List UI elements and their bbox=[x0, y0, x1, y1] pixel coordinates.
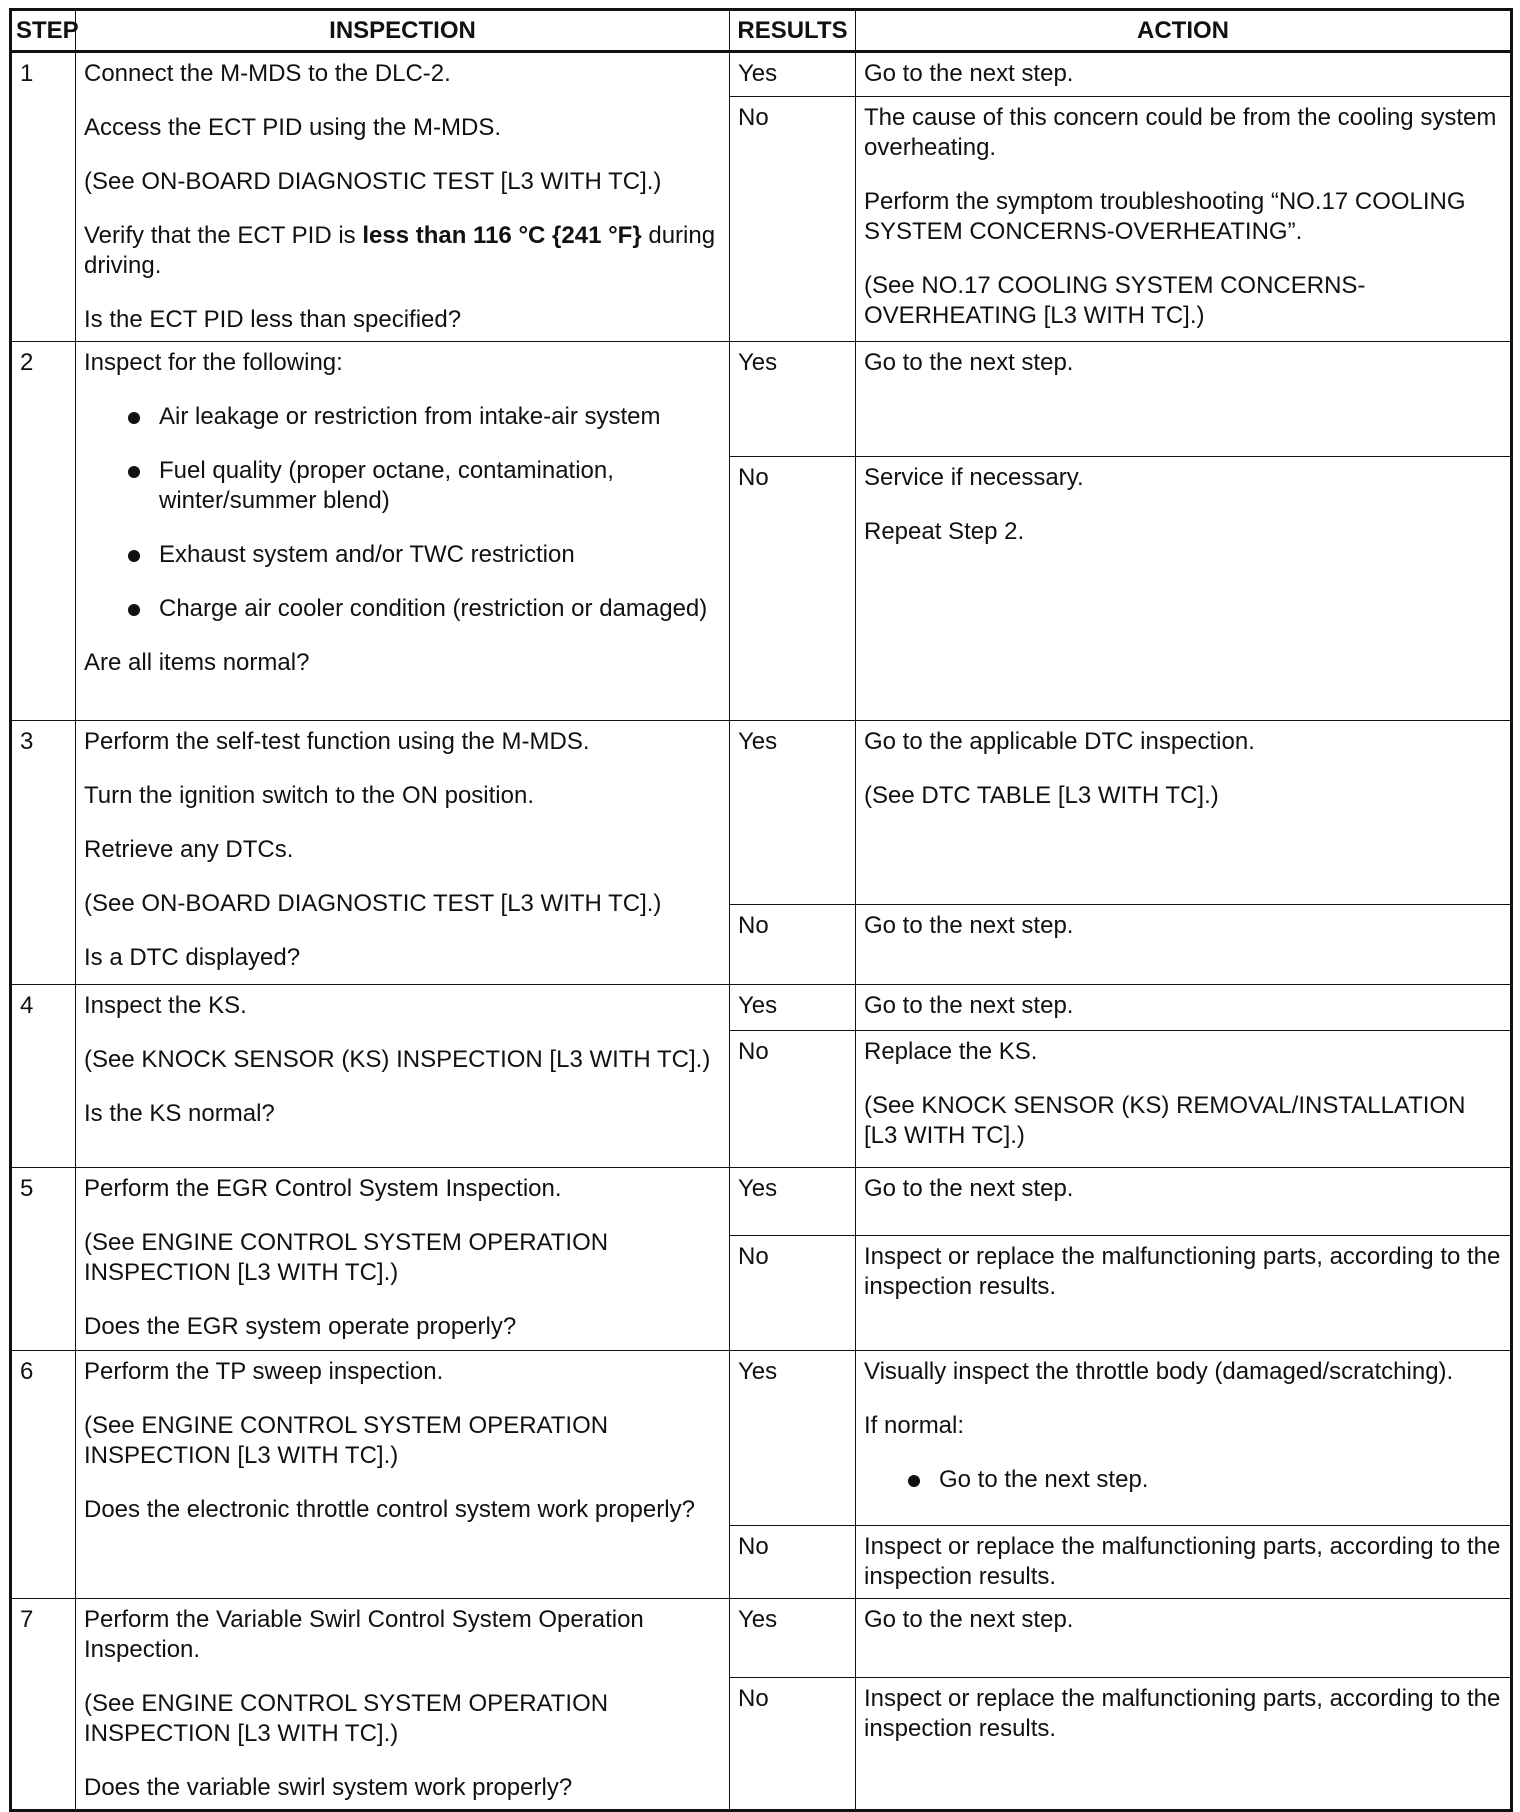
result-yes: Yes bbox=[730, 1168, 856, 1236]
inspection-text: Perform the TP sweep inspection. bbox=[84, 1358, 444, 1385]
list-item bbox=[84, 456, 721, 516]
action-text: Replace the KS. bbox=[864, 1038, 1038, 1065]
action-text: Perform the symptom troubleshooting “NO.17 COOLING SYSTEM CONCERNS-OVERHEATING”. bbox=[864, 187, 1466, 245]
inspection-question: Is a DTC displayed? bbox=[84, 944, 301, 971]
action-cell bbox=[856, 721, 1512, 905]
action-cell bbox=[856, 1599, 1512, 1678]
action-cell bbox=[856, 1678, 1512, 1811]
action-cell bbox=[856, 342, 1512, 457]
result-yes: Yes bbox=[730, 1599, 856, 1678]
result-yes: Yes bbox=[730, 721, 856, 905]
action-text: Go to the applicable DTC inspection. bbox=[864, 728, 1255, 755]
list-item bbox=[84, 402, 721, 432]
inspection-reference: (See ENGINE CONTROL SYSTEM OPERATION INSPECTION [L3 WITH TC].) bbox=[84, 1229, 609, 1286]
action-text: The cause of this concern could be from the cooling system overheating. bbox=[864, 103, 1497, 161]
action-cell bbox=[856, 1351, 1512, 1526]
inspection-text-part: Verify that the ECT PID is bbox=[84, 222, 363, 249]
action-text: Go to the next step. bbox=[864, 912, 1074, 939]
action-cell bbox=[856, 52, 1512, 97]
inspection-cell bbox=[76, 721, 730, 985]
inspection-reference: (See ENGINE CONTROL SYSTEM OPERATION INSPECTION [L3 WITH TC].) bbox=[84, 1690, 609, 1747]
result-no: No bbox=[730, 1031, 856, 1168]
action-text: Go to the next step. bbox=[864, 60, 1074, 87]
inspection-cell bbox=[76, 342, 730, 721]
step-number: 1 bbox=[11, 52, 76, 342]
list-item-text: Fuel quality (proper octane, contamination, winter/summer blend) bbox=[159, 457, 614, 514]
result-yes: Yes bbox=[730, 342, 856, 457]
action-cell bbox=[856, 1236, 1512, 1351]
action-text: Repeat Step 2. bbox=[864, 518, 1025, 545]
inspection-reference: (See ENGINE CONTROL SYSTEM OPERATION INSPECTION [L3 WITH TC].) bbox=[84, 1412, 609, 1469]
inspection-text: Perform the EGR Control System Inspection. bbox=[84, 1175, 562, 1202]
inspection-text: Connect the M-MDS to the DLC-2. bbox=[84, 60, 451, 87]
header-inspection: INSPECTION bbox=[76, 10, 730, 52]
list-item-text: Go to the next step. bbox=[939, 1466, 1149, 1493]
action-text: Go to the next step. bbox=[864, 992, 1074, 1019]
inspection-question: Are all items normal? bbox=[84, 649, 310, 676]
bullet-icon bbox=[128, 412, 140, 424]
inspection-text-part: during driving. bbox=[84, 222, 716, 279]
inspection-reference: (See KNOCK SENSOR (KS) INSPECTION [L3 WITH TC].) bbox=[84, 1046, 711, 1073]
list-item bbox=[84, 594, 721, 624]
table-row bbox=[11, 985, 1512, 1031]
header-step: STEP bbox=[11, 10, 76, 52]
table-row bbox=[11, 1168, 1512, 1236]
action-text: Go to the next step. bbox=[864, 349, 1074, 376]
list-item bbox=[84, 540, 721, 570]
action-cell bbox=[856, 985, 1512, 1031]
action-text: Inspect or replace the malfunctioning parts, according to the inspection results. bbox=[864, 1243, 1501, 1300]
inspection-cell bbox=[76, 1168, 730, 1351]
table-row bbox=[11, 1599, 1512, 1678]
diagnostic-table bbox=[9, 8, 1513, 1812]
step-number: 4 bbox=[11, 985, 76, 1168]
step-number: 7 bbox=[11, 1599, 76, 1811]
result-no: No bbox=[730, 1678, 856, 1811]
action-cell bbox=[856, 905, 1512, 985]
action-bullet-list bbox=[864, 1465, 1502, 1495]
result-no: No bbox=[730, 1526, 856, 1599]
inspection-cell bbox=[76, 985, 730, 1168]
inspection-question: Is the KS normal? bbox=[84, 1100, 275, 1127]
action-reference: (See NO.17 COOLING SYSTEM CONCERNS-OVERHEATING [L3 WITH TC].) bbox=[864, 271, 1366, 329]
table-row bbox=[11, 342, 1512, 457]
inspection-bullet-list bbox=[84, 402, 721, 624]
action-text: Inspect or replace the malfunctioning parts, according to the inspection results. bbox=[864, 1685, 1501, 1743]
table-row bbox=[11, 52, 1512, 97]
bullet-icon bbox=[128, 604, 140, 616]
inspection-reference: (See ON-BOARD DIAGNOSTIC TEST [L3 WITH TC].) bbox=[84, 890, 662, 917]
list-item-text: Air leakage or restriction from intake-air system bbox=[159, 403, 661, 430]
action-cell bbox=[856, 1526, 1512, 1599]
step-number: 6 bbox=[11, 1351, 76, 1599]
inspection-question: Does the variable swirl system work properly? bbox=[84, 1774, 573, 1801]
inspection-cell bbox=[76, 1351, 730, 1599]
bullet-icon bbox=[128, 550, 140, 562]
bullet-icon bbox=[128, 466, 140, 478]
action-text: If normal: bbox=[864, 1412, 965, 1439]
action-cell bbox=[856, 96, 1512, 341]
action-reference: (See KNOCK SENSOR (KS) REMOVAL/INSTALLATION [L3 WITH TC].) bbox=[864, 1092, 1466, 1149]
action-cell bbox=[856, 1168, 1512, 1236]
step-number: 2 bbox=[11, 342, 76, 721]
bullet-icon bbox=[908, 1475, 920, 1487]
inspection-question: Does the EGR system operate properly? bbox=[84, 1313, 517, 1340]
result-yes: Yes bbox=[730, 985, 856, 1031]
inspection-text: Inspect the KS. bbox=[84, 992, 247, 1019]
inspection-question: Does the electronic throttle control system work properly? bbox=[84, 1496, 695, 1523]
inspection-text: Perform the self-test function using the M-MDS. bbox=[84, 728, 590, 755]
list-item-text: Exhaust system and/or TWC restriction bbox=[159, 541, 575, 568]
result-no: No bbox=[730, 96, 856, 341]
action-text: Service if necessary. bbox=[864, 464, 1084, 491]
action-text: Go to the next step. bbox=[864, 1175, 1074, 1202]
table-row bbox=[11, 721, 1512, 905]
inspection-cell bbox=[76, 1599, 730, 1811]
inspection-text: Access the ECT PID using the M-MDS. bbox=[84, 114, 502, 141]
action-cell bbox=[856, 457, 1512, 721]
step-number: 5 bbox=[11, 1168, 76, 1351]
list-item bbox=[864, 1465, 1502, 1495]
action-text: Visually inspect the throttle body (damaged/scratching). bbox=[864, 1358, 1454, 1385]
action-text: Go to the next step. bbox=[864, 1606, 1074, 1633]
result-no: No bbox=[730, 1236, 856, 1351]
inspection-text: Turn the ignition switch to the ON position. bbox=[84, 782, 534, 809]
header-row bbox=[11, 10, 1512, 52]
inspection-reference: (See ON-BOARD DIAGNOSTIC TEST [L3 WITH TC].) bbox=[84, 168, 662, 195]
inspection-text: Retrieve any DTCs. bbox=[84, 836, 294, 863]
step-number: 3 bbox=[11, 721, 76, 985]
action-cell bbox=[856, 1031, 1512, 1168]
action-text: Inspect or replace the malfunctioning parts, according to the inspection results. bbox=[864, 1533, 1501, 1590]
result-yes: Yes bbox=[730, 52, 856, 97]
inspection-cell bbox=[76, 52, 730, 342]
inspection-question: Is the ECT PID less than specified? bbox=[84, 306, 462, 333]
action-reference: (See DTC TABLE [L3 WITH TC].) bbox=[864, 782, 1219, 809]
inspection-text: Perform the Variable Swirl Control System Operation Inspection. bbox=[84, 1606, 644, 1663]
list-item-text: Charge air cooler condition (restriction or damaged) bbox=[159, 595, 708, 622]
result-no: No bbox=[730, 457, 856, 721]
inspection-text: Inspect for the following: bbox=[84, 349, 343, 376]
header-action: ACTION bbox=[856, 10, 1512, 52]
result-no: No bbox=[730, 905, 856, 985]
header-results: RESULTS bbox=[730, 10, 856, 52]
inspection-text bbox=[84, 221, 721, 281]
result-yes: Yes bbox=[730, 1351, 856, 1526]
specification-value: less than 116 °C {241 °F} bbox=[362, 222, 642, 249]
table-row bbox=[11, 1351, 1512, 1526]
